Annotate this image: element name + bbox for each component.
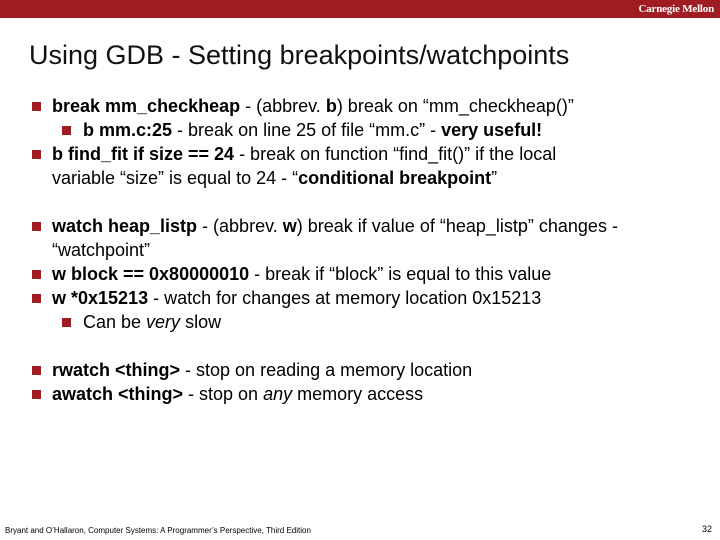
bullet-marker-icon [62,318,71,327]
description-text: - (abbrev. [240,96,326,116]
bullet-marker-icon [32,102,41,111]
bullet-item-watch-address [31,286,701,310]
description-text: - watch for changes at memory location 0x15213 [148,288,542,308]
footer-citation: Bryant and O’Hallaron, Computer Systems: A Programmer’s Perspective, Third Edition [5,526,311,535]
bullet-marker-icon [32,222,41,231]
bullet-marker-icon [32,366,41,375]
command-text: w block == 0x80000010 [52,264,250,284]
bullet-marker-icon [32,150,41,159]
command-text: w *0x15213 [52,288,149,308]
emphasis-text: very useful! [441,120,543,140]
description-text: - stop on [183,384,264,404]
command-text: b mm.c:25 [83,120,173,140]
bullet-item-watch-block [31,262,701,286]
bullet-marker-icon [62,126,71,135]
description-text: memory access [292,384,424,404]
page-number: 32 [701,524,712,534]
bullet-item-watch [31,214,701,238]
slide-title: Using GDB - Setting breakpoints/watchpoints [29,40,570,70]
description-text: variable “size” is equal to 24 - “ [52,168,299,188]
sub-bullet-item-line-break [31,118,701,142]
description-text: ” [491,168,498,188]
description-text: slow [180,312,222,332]
description-text: - break on line 25 of file “mm.c” - [172,120,442,140]
emphasis-text: conditional breakpoint [298,168,492,188]
sub-bullet-item-slow [31,310,701,334]
abbrev-text: b [325,96,337,116]
abbrev-text: w [282,216,297,236]
description-text: - break if “block” is equal to this value [249,264,552,284]
bullet-item-break [31,94,701,118]
bullet-item-rwatch [31,358,701,382]
brand-label: Carnegie Mellon [638,3,714,15]
bullet-marker-icon [32,270,41,279]
bullet-item-awatch [31,382,701,406]
bullet-marker-icon [32,294,41,303]
header-bar [0,0,720,18]
command-text: awatch <thing> [52,384,184,404]
description-text: - stop on reading a memory location [180,360,473,380]
description-text: ) break on “mm_checkheap()” [336,96,574,116]
bullet-item-conditional-cont [31,166,701,190]
command-text: break mm_checkheap [52,96,241,116]
description-text: “watchpoint” [52,240,151,260]
description-text: - break on function “find_fit()” if the local [234,144,557,164]
bullet-item-watch-cont [31,238,701,262]
description-text: ) break if value of “heap_listp” changes - [296,216,618,236]
emphasis-text: any [263,384,293,404]
bullet-item-conditional [31,142,701,166]
command-text: b find_fit if size == 24 [52,144,235,164]
bullet-list [31,94,701,406]
bullet-marker-icon [32,390,41,399]
description-text: Can be [83,312,147,332]
emphasis-text: very [146,312,181,332]
command-text: watch heap_listp [52,216,198,236]
description-text: - (abbrev. [197,216,283,236]
command-text: rwatch <thing> [52,360,181,380]
